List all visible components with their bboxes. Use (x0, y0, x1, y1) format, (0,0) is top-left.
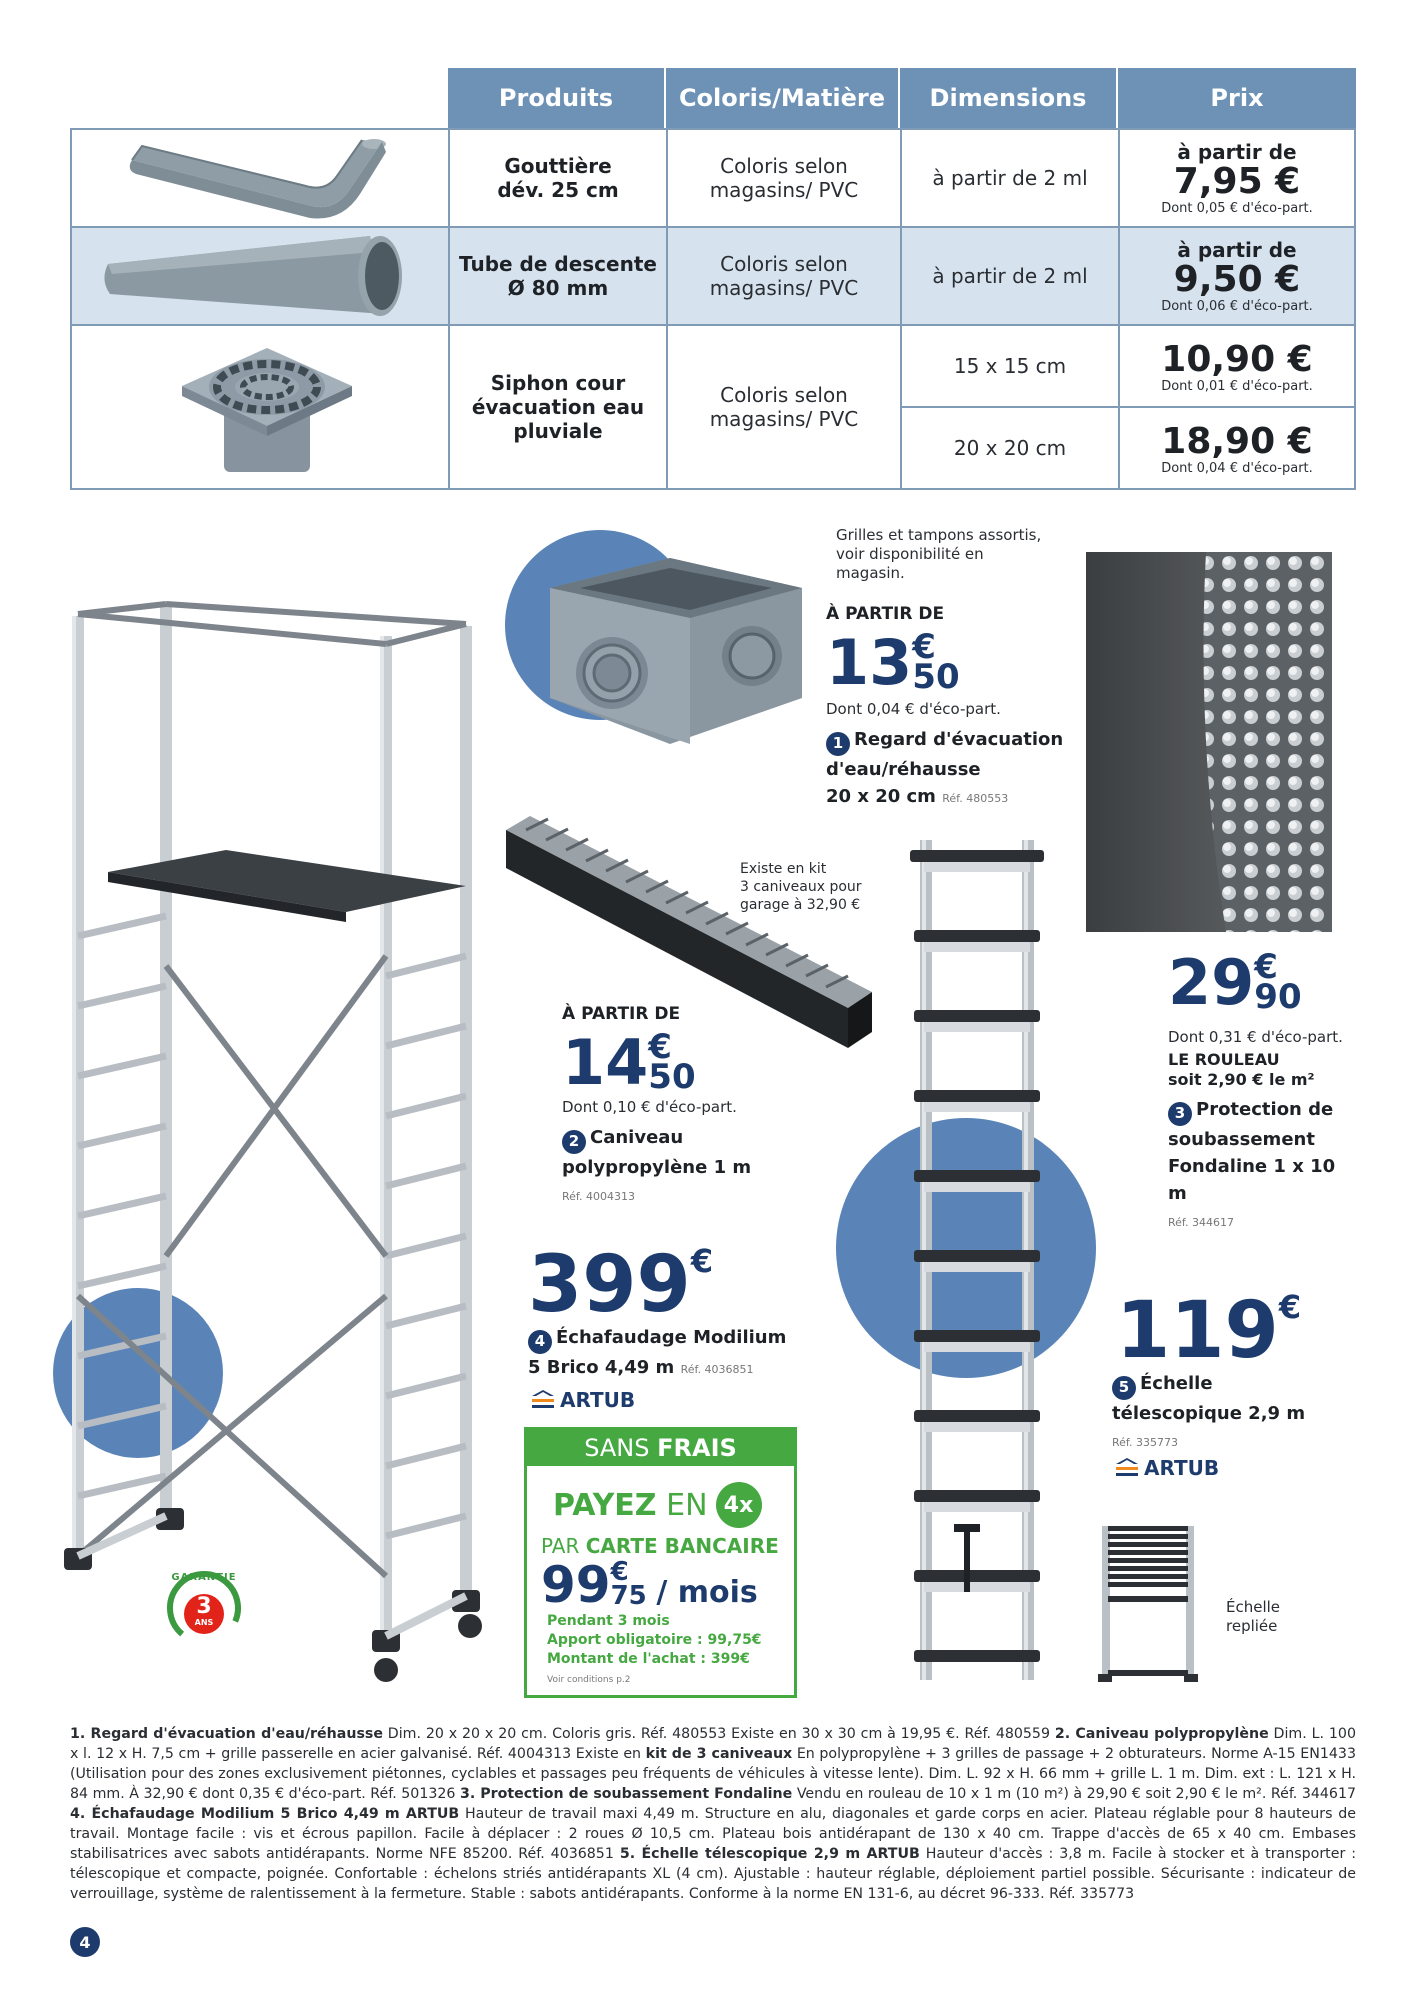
regard-image (540, 548, 810, 748)
coloris-tube: Coloris selon magasins/ PVC (709, 252, 859, 300)
payment-box (524, 1427, 797, 1698)
echafaudage-price: 399€ (528, 1240, 714, 1330)
caniveau-price: 14 € 50 (562, 1026, 696, 1099)
table-header (448, 68, 1356, 128)
artub-logo-icon (1114, 1458, 1140, 1478)
regard-name: 1 Regard d'évacuation d'eau/réhausse 20 x 20 cm Réf. 480553 (826, 729, 1064, 807)
garantie-years: 3 (196, 1594, 212, 1619)
fondaline-ref: Réf. 344617 (1168, 1215, 1234, 1229)
par-carte-line: PAR CARTE BANCAIRE (541, 1534, 779, 1558)
garantie-word: GARANTIE (171, 1572, 237, 1583)
table-body (70, 128, 1356, 490)
payment-conditions: Pendant 3 mois Apport obligatoire : 99,75€ Montant de l'achat : 399€ Voir conditions p.2 (547, 1613, 762, 1685)
regard-price: 13 € 50 (826, 626, 960, 699)
price-value: 9,50 € (1173, 258, 1301, 300)
from-label: à partir de (1177, 237, 1297, 262)
4x-badge: 4x (716, 1482, 762, 1528)
echelle-ref: Réf. 335773 (1112, 1435, 1178, 1449)
dimension-tube: à partir de 2 ml (932, 264, 1088, 288)
dimension-siphon-15: 15 x 15 cm (953, 354, 1067, 378)
product-tube: Tube de descente Ø 80 mm (459, 252, 657, 300)
folded-ladder-label: Échelle repliée (1226, 1598, 1281, 1635)
caniveau-from: À PARTIR DE (562, 1004, 681, 1024)
footer-description: 1. Regard d'évacuation d'eau/réhausse Dim. 20 x 20 x 20 cm. Coloris gris. Réf. 480553 Existe en 30 x 30 cm à 19,95 €. Réf. 480559 2. Caniveau polypropylène Dim. L. 100 x l. 12 x H. 7,5 cm + grille passerelle en acier galvanisé. Réf. 4004313 Existe en kit de 3 caniveaux En polypropylène + 3 grilles de passage + 2 obturateurs. Norme A-15 EN1433 (Utilisation pour des zones exclusivement piétonnes, cyclables et passages peu fréquents de véhicules à vitesse lente). Dim. L. 92 x H. 66 mm + grille L. 1 m. Dim. ext : L. 121 x H. 84 mm. À 32,90 € dont 0,35 € d'éco-part. Réf. 501326 3. Protection de soubassement Fondaline Vendu en rouleau de 10 x 1 m (10 m²) à 29,90 € soit 2,90 € le m². Réf. 344617 4. Échafaudage Modilium 5 Brico 4,49 m ARTUB Hauteur de travail maxi 4,49 m. Structure en alu, diagonales et garde corps en acier. Plateau réglable pour 8 hauteurs de travail. Montage facile : vis et écrous papillon. Facile à déplacer : 2 roues Ø 10,5 cm. Plateau bois antidérapant de 130 x 40 cm. Trappe d'accès de 65 x 40 cm. Embases stabilisatrices avec sabots antidérapants. Norme NFE 85200. Réf. 4036851 5. Échelle télescopique 2,9 m ARTUB Hauteur d'accès : 3,8 m. Facile à stocker et à transporter : télescopique et compacte, poignée. Confortable : échelons striés antidérapants XL (4 cm). Ajustable : hauteur réglable, déploiement partiel possible. Sécurisante : indicateur de verrouillage, système de ralentissement à la fermeture. Stable : sabots antidérapants. Conforme à la norme EN 131-6, au décret 96-333. Réf. 335773 (70, 1726, 1357, 1902)
gutter-image (112, 136, 412, 222)
dimension-gouttiere: à partir de 2 ml (932, 166, 1088, 190)
coloris-gouttiere: Coloris selon magasins/ PVC (709, 154, 859, 202)
artub-logo-echelle: ARTUB (1114, 1456, 1219, 1480)
product-siphon: Siphon cour évacuation eau pluviale (471, 371, 645, 443)
regard-ref: Réf. 480553 (942, 791, 1009, 805)
echafaudage-ref: Réf. 4036851 (680, 1362, 754, 1376)
payment-head: SANS FRAIS (527, 1430, 794, 1466)
price-tube (1120, 228, 1354, 324)
header-prix: Prix (1118, 68, 1356, 128)
tube-image (100, 230, 420, 324)
caniveau-eco: Dont 0,10 € d'éco-part. (562, 1098, 737, 1116)
siphon-image (172, 336, 362, 480)
regard-eco: Dont 0,04 € d'éco-part. (826, 700, 1001, 718)
caniveau-name: 2 Caniveau polypropylène 1 m Réf. 4004313 (562, 1127, 752, 1203)
fondaline-name: 3 Protection de soubassement Fondaline 1 x 10 m Réf. 344617 (1168, 1099, 1336, 1229)
header-dimensions: Dimensions (900, 68, 1118, 128)
from-label: à partir de (1177, 139, 1297, 164)
fondaline-unit: LE ROULEAU soit 2,90 € le m² (1168, 1050, 1315, 1089)
caniveau-ref: Réf. 4004313 (562, 1189, 635, 1203)
price-int: 13 (826, 626, 913, 699)
page-number: 4 (70, 1927, 100, 1957)
fondaline-eco: Dont 0,31 € d'éco-part. (1168, 1028, 1343, 1046)
garantie-badge (164, 1568, 244, 1648)
price-gouttiere (1120, 130, 1354, 226)
eco-part: Dont 0,05 € d'éco-part. (1161, 200, 1313, 216)
eco-part: Dont 0,06 € d'éco-part. (1161, 298, 1313, 314)
header-produits: Produits (448, 68, 666, 128)
artub-logo-echafaudage: ARTUB (530, 1388, 635, 1412)
folded-ladder-image (1098, 1520, 1198, 1682)
caniveau-note: Existe en kit 3 caniveaux pour garage à 32,90 € (740, 861, 862, 913)
scaffold-image (56, 596, 526, 1686)
eco-part: Dont 0,04 € d'éco-part. (1161, 460, 1313, 476)
price-table (70, 68, 1356, 490)
regard-from: À PARTIR DE (826, 604, 945, 624)
echelle-price: 119€ (1116, 1286, 1302, 1376)
echafaudage-name: 4 Échafaudage Modilium 5 Brico 4,49 m Réf. 4036851 (528, 1327, 787, 1378)
monthly-price: 99 € 75 / mois (541, 1556, 758, 1614)
price-value: 18,90 € (1161, 420, 1313, 462)
fondaline-image (1086, 552, 1332, 932)
eco-part: Dont 0,01 € d'éco-part. (1161, 378, 1313, 394)
price-value: 10,90 € (1161, 338, 1313, 380)
ladder-image (894, 840, 1060, 1692)
regard-note: Grilles et tampons assortis, voir disponibilité en magasin. (836, 526, 1042, 582)
price-siphon-20 (1120, 408, 1354, 488)
caniveau-image (496, 812, 876, 1052)
product-gouttiere: Gouttière dév. 25 cm (497, 154, 619, 202)
price-siphon-15 (1120, 326, 1354, 406)
garantie-unit: ANS (194, 1618, 214, 1627)
header-coloris: Coloris/Matière (666, 68, 900, 128)
coloris-siphon: Coloris selon magasins/ PVC (709, 383, 859, 431)
payez-line: PAYEZ EN 4x (553, 1482, 762, 1528)
price-value: 7,95 € (1173, 160, 1301, 202)
fondaline-price: 29 € 90 (1168, 946, 1302, 1019)
echelle-name: 5 Échelle télescopique 2,9 m Réf. 335773 (1112, 1373, 1306, 1449)
dimension-siphon-20: 20 x 20 cm (953, 436, 1067, 460)
artub-logo-icon (530, 1390, 556, 1410)
